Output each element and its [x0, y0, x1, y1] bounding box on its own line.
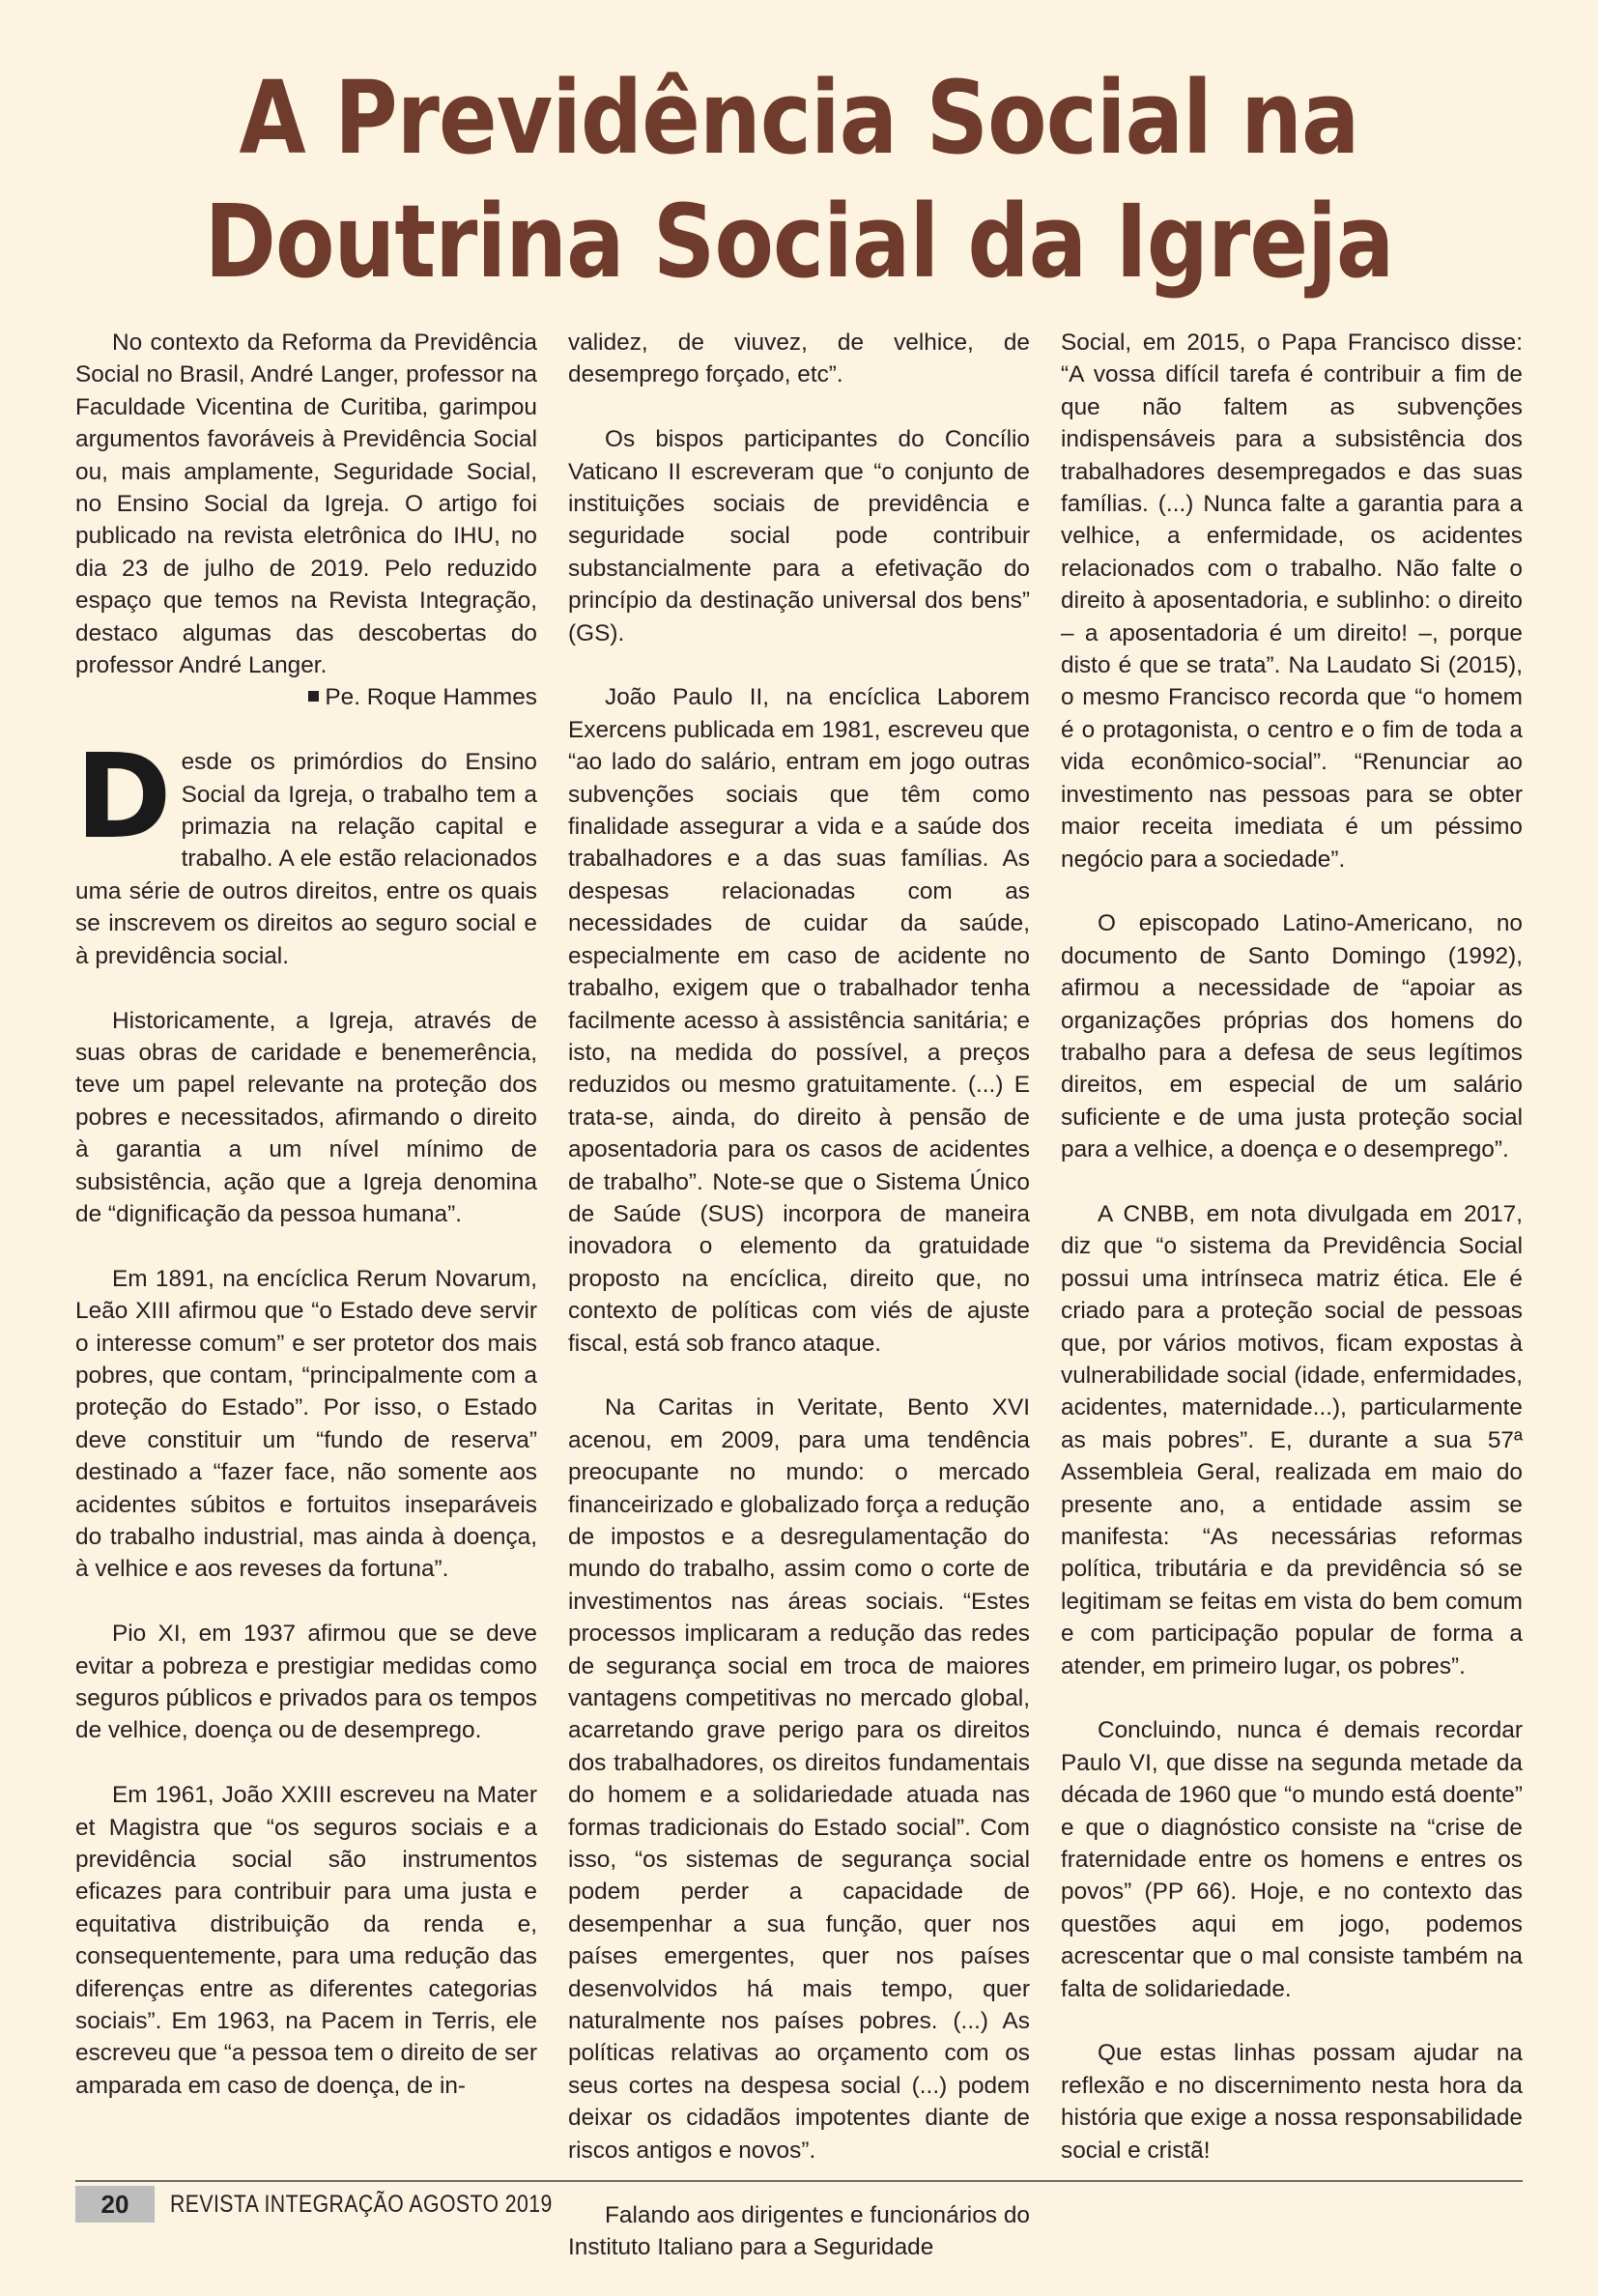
paragraph: A CNBB, em nota divulgada em 2017, diz que “o sistema da Previdência Social possui uma intrínseca matriz ética. Ele é criado para a proteção social de pessoas que, por vários motivos, ficam expostas à vulnerabilidade social (idade, enfermidades, acidentes, maternidade...), particularmente as mais pobres”. E, durante a sua 57ª Assembleia Geral, realizada em maio do presente ano, a entidade assim se manifesta: “As necessárias reformas política, tributária e da previdência só se legitimam se feitas em vista do bem comum e com participação popular de forma a atender, em primeiro lugar, os pobres”.: [1061, 1200, 1523, 1679]
paragraph: Os bispos participantes do Concílio Vaticano II escreveram que “o conjunto de instituições sociais de previdência e seguridade social pode contribuir substancialmente para a efetivação do princípio da destinação universal dos bens” (GS).: [568, 426, 1030, 646]
paragraph: O episcopado Latino-Americano, no documento de Santo Domingo (1992), afirmou a necessidade de “apoiar as organizações próprias dos homens do trabalho para a defesa de seus legítimos direitos, em especial de um salário suficiente e de uma justa proteção social para a velhice, a doença e o desemprego”.: [1061, 910, 1523, 1163]
article-title: [112, 56, 1486, 303]
title-line-2: Doutrina Social da Igreja: [204, 183, 1394, 301]
title-line-1: A Previdência Social na: [239, 59, 1359, 177]
column-1: [75, 327, 537, 2135]
page-number: 20: [75, 2186, 155, 2223]
paragraph: Em 1961, João XXIII escreveu na Mater et Magistra que “os seguros sociais e a previdência social são instrumentos eficazes para contribuir para uma justa e equitativa distribuição da renda e, consequentemente, para uma redução das diferenças entre as diferentes categorias sociais”. Em 1963, na Pacem in Terris, ele escreveu que “a pessoa tem o direito de ser amparada em caso de doença, de in-: [75, 1782, 537, 2099]
paragraph: Em 1891, na encíclica Rerum Novarum, Leão XIII afirmou que “o Estado deve servir o interesse comum” e ser protetor dos mais pobres, que contam, “principalmente com a proteção do Estado”. Por isso, o Estado deve constituir um “fundo de reserva” destinado a “fazer face, não somente aos acidentes súbitos e fortuitos inseparáveis do trabalho industrial, mas ainda à doença, à velhice e aos reveses da fortuna”.: [75, 1265, 537, 1583]
paragraph-continued: Social, em 2015, o Papa Francisco disse: “A vossa difícil tarefa é contribuir a fim de que não faltem as subvenções indispensáveis para a subsistência dos trabalhadores desempregados e das suas famílias. (...) Nunca falte a garantia para a velhice, a enfermidade, os acidentes relacionados com o trabalho. Não falte o direito à aposentadoria, e sublinho: o direito – a aposentadoria é um direito! –, porque disto é que se trata”. Na Laudato Si (2015), o mesmo Francisco recorda que “o homem é o protagonista, o centro e o fim de toda a vida econômico-social”. “Renunciar ao investimento nas pessoas para se obter maior receita imediata é um péssimo negócio para a sociedade”.: [1061, 330, 1523, 873]
column-2: [568, 327, 1030, 2296]
paragraph: Que estas linhas possam ajudar na reflexão e no discernimento nesta hora da história que exige a nossa responsabilidade social e cristã!: [1061, 2040, 1523, 2164]
column-3: [1061, 327, 1523, 2198]
paragraph: Concluindo, nunca é demais recordar Paulo VI, que disse na segunda metade da década de 1960 que “o mundo está doente” e que o diagnóstico consiste na “crise de fraternidade entre os homens e entres os povos” (PP 66). Hoje, e no contexto das questões aqui em jogo, podemos acrescentar que o mal consiste também na falta de solidariedade.: [1061, 1717, 1523, 2002]
paragraph: Pio XI, em 1937 afirmou que se deve evitar a pobreza e prestigiar medidas como seguros públicos e privados para os tempos de velhice, doença ou de desemprego.: [75, 1621, 537, 1744]
paragraph: Historicamente, a Igreja, através de suas obras de caridade e benemerência, teve um papel relevante na proteção dos pobres e necessitados, afirmando o direito à garantia a um nível mínimo de subsistência, ação que a Igreja denomina de “dignificação da pessoa humana”.: [75, 1007, 537, 1227]
author-signature: [75, 681, 537, 713]
paragraph-text: esde os primórdios do Ensino Social da Igreja, o trabalho tem a primazia na relação capital e trabalho. A ele estão relacionados uma série de outros direitos, entre os quais se inscrevem os direitos ao seguro social e à previdência social.: [75, 749, 537, 969]
paragraph-continued: validez, de viuvez, de velhice, de desemprego forçado, etc”.: [568, 330, 1030, 388]
footer-divider: [75, 2180, 1523, 2182]
signature-text: Pe. Roque Hammes: [325, 684, 537, 711]
drop-cap: D: [75, 731, 172, 866]
intro-paragraph: No contexto da Reforma da Previdência Social no Brasil, André Langer, professor na Faculdade Vicentina de Curitiba, garimpou argumentos favoráveis à Previdência Social ou, mais amplamente, Seguridade Social, no Ensino Social da Igreja. O artigo foi publicado na revista eletrônica do IHU, no dia 23 de julho de 2019. Pelo reduzido espaço que temos na Revista Integração, destaco algumas das descobertas do professor André Langer.: [75, 330, 537, 679]
paragraph: Falando aos dirigentes e funcionários do Instituto Italiano para a Seguridade: [568, 2201, 1030, 2260]
paragraph: [75, 731, 537, 972]
publication-footer: REVISTA INTEGRAÇÃO AGOSTO 2019: [170, 2191, 553, 2218]
paragraph: Na Caritas in Veritate, Bento XVI acenou, em 2009, para uma tendência preocupante no mundo: o mercado financeirizado e globalizado força a redução de impostos e a desregulamentação do mundo do trabalho, assim como o corte de investimentos nas áreas sociais. “Estes processos implicaram a redução das redes de segurança social em troca de maiores vantagens competitivas no mercado global, acarretando grave perigo para os direitos dos trabalhadores, os direitos fundamentais do homem e a solidariedade atuada nas formas tradicionais do Estado social”. Com isso, “os sistemas de segurança social podem perder a capacidade de desempenhar a sua função, quer nos países emergentes, quer nos países desenvolvidos há mais tempo, quer naturalmente nos países pobres. (...) As políticas relativas ao orçamento com os seus cortes na despesa social (...) podem deixar os cidadãos impotentes diante de riscos antigos e novos”.: [568, 1394, 1030, 2164]
square-bullet-icon: [308, 691, 319, 702]
paragraph: João Paulo II, na encíclica Laborem Exercens publicada em 1981, escreveu que “ao lado do salário, entram em jogo outras subvenções sociais que têm como finalidade assegurar a vida e a saúde dos trabalhadores e a das suas famílias. As despesas relacionadas com as necessidades de cuidar da saúde, especialmente em caso de acidente no trabalho, exigem que o trabalhador tenha facilmente acesso à assistência sanitária; e isto, na medida do possível, a preços reduzidos ou mesmo gratuitamente. (...) E trata-se, ainda, do direito à pensão de aposentadoria para os casos de acidentes de trabalho”. Note-se que o Sistema Único de Saúde (SUS) incorpora de maneira inovadora o elemento da gratuidade proposto na encíclica, direito que, no contexto de políticas com viés de ajuste fiscal, está sob franco ataque.: [568, 684, 1030, 1357]
